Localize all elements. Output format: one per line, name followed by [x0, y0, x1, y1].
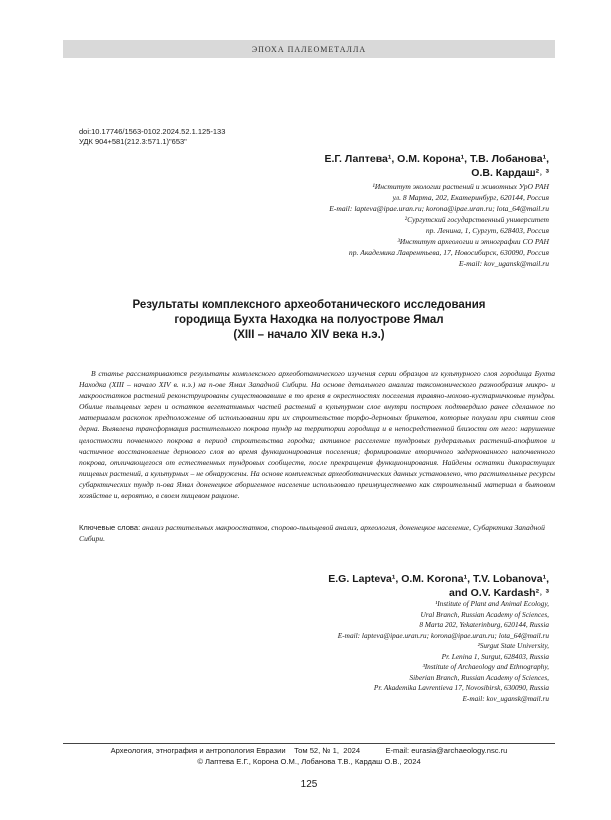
footer-year: 2024 [343, 746, 361, 755]
affiliations-russian [189, 181, 549, 269]
article-identifiers [79, 127, 225, 147]
authors-english [189, 572, 549, 600]
footer-email: E-mail: eurasia@archaeology.nsc.ru [385, 746, 508, 755]
affiliation-ru-line: пр. Академика Лаврентьева, 17, Новосибирск, 630090, Россия [348, 248, 549, 257]
footer-volume: Том 52, [294, 746, 321, 755]
page-number: 125 [300, 779, 318, 790]
affiliations-english [189, 599, 549, 704]
udk-text: УДК 904+581(212.3:571.1)"653" [79, 137, 187, 146]
article-title [63, 298, 555, 343]
doi-text: doi:10.17746/1563-0102.2024.52.1.125-133 [79, 127, 226, 136]
affiliation-ru-line: ул. 8 Марта, 202, Екатеринбург, 620144, Россия [392, 193, 549, 202]
authors-russian [189, 152, 549, 180]
keywords-text: анализ растительных макроостатков, спорово-пыльцевой анализ, археология, доненецкое население, Субарктика Западной Сибири. [79, 523, 545, 543]
affiliation-en-line: ²Surgut State University, [477, 641, 549, 650]
affiliation-en-line: Pr. Lenina 1, Surgut, 628403, Russia [441, 651, 549, 661]
affiliation-ru-line: ²Сургутский государственный университет [404, 215, 549, 224]
affiliation-en-email: E-mail: kov_ugansk@mail.ru [462, 693, 549, 703]
affiliation-en-line: Ural Branch, Russian Academy of Sciences, [420, 609, 549, 619]
footer-copyright: © Лаптева Е.Г., Корона О.М., Лобанова Т.В., Кардаш О.В., 2024 [197, 757, 421, 766]
affiliation-en-line: Pr. Akademika Lavrentieva 17, Novosibirsk, 630090, Russia [373, 683, 549, 692]
authors-en-line-1: E.G. Lapteva¹, O.M. Korona¹, T.V. Lobanova¹, [328, 573, 549, 585]
affiliation-ru-line: пр. Ленина, 1, Сургут, 628403, Россия [425, 226, 549, 235]
affiliation-en-line: 8 Marta 202, Yekaterinburg, 620144, Russia [419, 620, 549, 629]
title-line-3: (XIII – начало XIV века н.э.) [233, 329, 385, 341]
affiliation-ru-line: ¹Институт экологии растений и животных УрО РАН [372, 182, 549, 191]
affiliation-en-email: E-mail: lapteva@ipae.uran.ru; korona@ipae.uran.ru; lota_64@mail.ru [337, 630, 549, 640]
footer-divider [63, 743, 555, 744]
section-title: ЭПОХА ПАЛЕОМЕТАЛЛА [251, 44, 367, 54]
authors-ru-line-1: Е.Г. Лаптева¹, О.М. Корона¹, Т.В. Лобанова¹, [324, 153, 549, 165]
abstract: В статье рассматриваются результаты комплексного археоботанического изучения серии образцов из культурного слоя городища Бухта Находка (XIII – начало XIV в. н.э.) на п-ове Ямал Западной Сибири. На основе детального анализа таксономического разнообразия микро- и макроостатков растений реконструированы существовавшие в то время в окрестностях поселения травяно-мохово-кустарничковые тундры. Обилие пыльцевых зерен и остатков вегетативных частей растений в культурном слое внутри построек подтвердило ранее сделанное по материалам раскопок предположение об использовании при их строительстве торфо-дерновых брикетов, которые похуали при снятии слоя дерна. Выявлена трансформация растительного покрова тундр на территории городища и в непосредственной близости от него: нарушение целостности почвенного покрова в период строительства городка; активное расселение тундровых рудеральных растений-апофитов и частичное восстановление дернового слоя во время функционирования поселения; формирование вторичного задернованного напочвенного покрова, отличающегося от естественных тундровых сообществ, после прекращения функционирования. Найдены остатки дикорастущих пищевых растений, а культурных – не обнаружены. На основе комплексных археоботанических данных установлено, что растительные ресурсы субарктических тундр п-ова Ямал доненецкое аборигенное население использовало преимущественно как строительный материал в бытовом хозяйстве и, вероятно, в своем пищевом рационе. [79, 369, 555, 501]
title-line-1: Результаты комплексного археоботанического исследования [132, 299, 486, 311]
affiliation-en-line: ¹Institute of Plant and Animal Ecology, [435, 599, 549, 608]
affiliation-en-line: Siberian Branch, Russian Academy of Sciences, [409, 672, 549, 682]
section-header-bar [63, 40, 555, 58]
footer-issue: № 1, [322, 746, 339, 755]
footer-journal: Археология, этнография и антропология Евразии [110, 746, 286, 755]
authors-ru-line-2: О.В. Кардаш²˒ ³ [471, 167, 549, 179]
title-line-2: городища Бухта Находка на полуострове Ямал [174, 314, 444, 326]
affiliation-ru-line: ³Институт археологии и этнографии СО РАН [397, 237, 549, 246]
keywords [79, 522, 555, 544]
authors-en-line-2: and O.V. Kardash²˒ ³ [449, 587, 549, 599]
keywords-label: Ключевые слова: [79, 523, 141, 532]
affiliation-en-line: ³Institute of Archaeology and Ethnography, [422, 662, 549, 671]
affiliation-ru-email: E-mail: lapteva@ipae.uran.ru; korona@ipae.uran.ru; lota_64@mail.ru [329, 204, 549, 213]
footer-journal-line [63, 746, 555, 756]
affiliation-ru-email: E-mail: kov_ugansk@mail.ru [458, 259, 549, 268]
